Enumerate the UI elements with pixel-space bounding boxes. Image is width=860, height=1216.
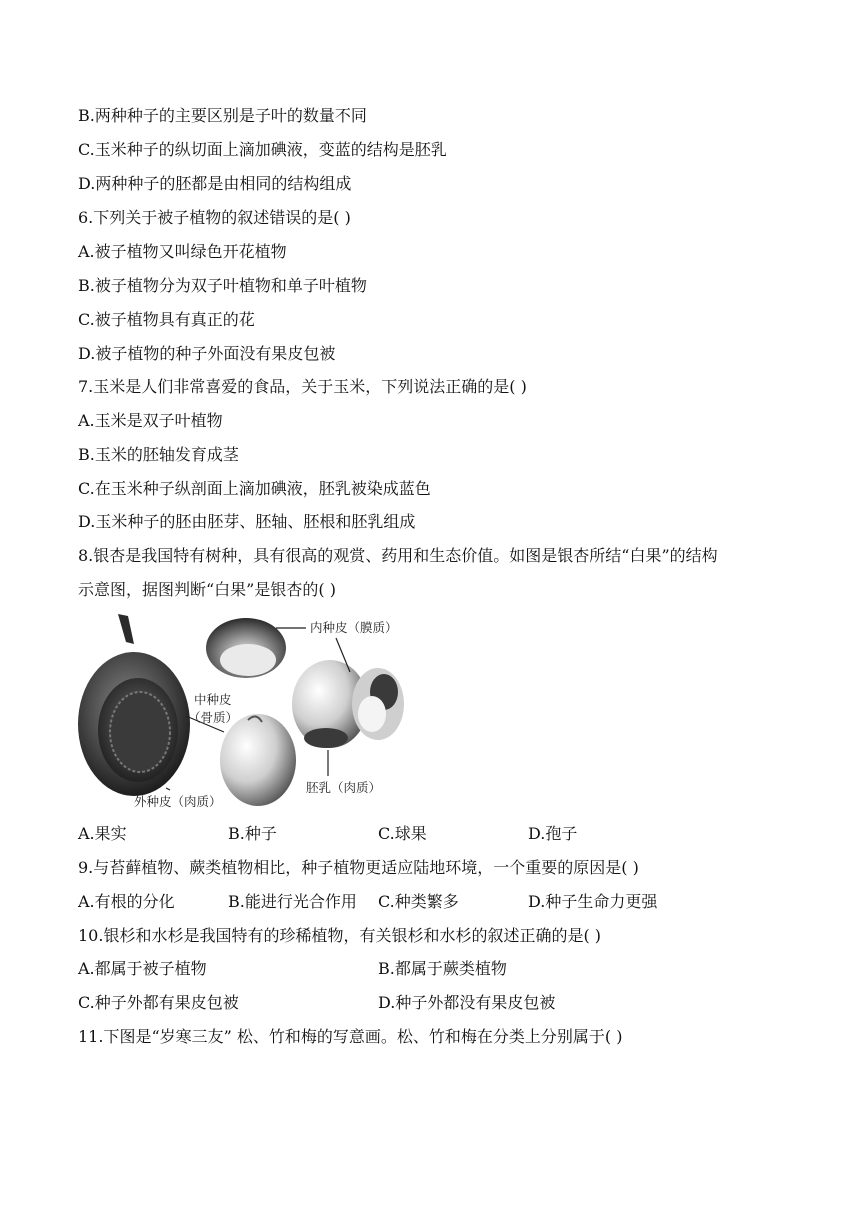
- option-line: D.被子植物的种子外面没有果皮包被: [78, 344, 336, 363]
- option-b: B.能进行光合作用: [228, 892, 357, 911]
- question-6: 6.下列关于被子植物的叙述错误的是( ): [78, 208, 351, 227]
- option-line: B.玉米的胚轴发育成茎: [78, 445, 239, 464]
- option-line: C.被子植物具有真正的花: [78, 310, 255, 329]
- middle-seed-coat-image: [220, 714, 296, 806]
- option-a: A.有根的分化: [78, 892, 175, 911]
- option-d: D.种子外都没有果皮包被: [378, 993, 556, 1012]
- option-line: C.在玉米种子纵剖面上滴加碘液，胚乳被染成蓝色: [78, 479, 431, 498]
- option-d: D.孢子: [528, 824, 578, 843]
- option-c: C.种类繁多: [378, 892, 459, 911]
- label-endosperm: 胚乳（肉质）: [306, 780, 382, 795]
- option-line: A.玉米是双子叶植物: [78, 411, 223, 430]
- ginkgo-seed-figure: [78, 612, 418, 812]
- option-line: A.被子植物又叫绿色开花植物: [78, 242, 287, 261]
- option-c: C.种子外都有果皮包被: [78, 993, 239, 1012]
- option-b: B.种子: [228, 824, 277, 843]
- question-7: 7.玉米是人们非常喜爱的食品，关于玉米，下列说法正确的是( ): [78, 377, 527, 396]
- outer-seed-coat-image: [78, 614, 190, 796]
- question-11: 11.下图是“岁寒三友” 松、竹和梅的写意画。松、竹和梅在分类上分别属于( ): [78, 1027, 623, 1046]
- membrane-image: [352, 668, 404, 740]
- label-inner-seed-coat: 内种皮（膜质）: [310, 620, 398, 635]
- label-middle-seed-coat: 中种皮: [194, 692, 232, 707]
- option-line: C.玉米种子的纵切面上滴加碘液，变蓝的结构是胚乳: [78, 140, 447, 159]
- option-line: D.玉米种子的胚由胚芽、胚轴、胚根和胚乳组成: [78, 512, 416, 531]
- option-line: D.两种种子的胚都是由相同的结构组成: [78, 174, 352, 193]
- option-a: A.果实: [78, 824, 127, 843]
- label-outer-seed-coat: 外种皮（肉质）: [134, 794, 222, 809]
- option-d: D.种子生命力更强: [528, 892, 658, 911]
- question-8-options: [78, 822, 778, 846]
- question-9: 9.与苔藓植物、蕨类植物相比，种子植物更适应陆地环境，一个重要的原因是( ): [78, 858, 639, 877]
- option-b: B.都属于蕨类植物: [378, 959, 507, 978]
- question-10-options-row2: [78, 991, 778, 1015]
- label-middle-seed-coat-type: （骨质）: [188, 710, 239, 725]
- question-10: 10.银杉和水杉是我国特有的珍稀植物，有关银杉和水杉的叙述正确的是( ): [78, 926, 602, 945]
- option-line: B.两种种子的主要区别是子叶的数量不同: [78, 106, 367, 125]
- option-line: B.被子植物分为双子叶植物和单子叶植物: [78, 276, 367, 295]
- option-a: A.都属于被子植物: [78, 959, 207, 978]
- inner-seed-coat-image: [206, 618, 286, 678]
- option-c: C.球果: [378, 824, 427, 843]
- question-8: 8.银杏是我国特有树种，具有很高的观赏、药用和生态价值。如图是银杏所结“白果”的结构: [78, 546, 718, 565]
- question-10-options-row1: [78, 957, 778, 981]
- question-8-cont: 示意图，据图判断“白果”是银杏的( ): [78, 580, 336, 599]
- question-9-options: [78, 890, 778, 914]
